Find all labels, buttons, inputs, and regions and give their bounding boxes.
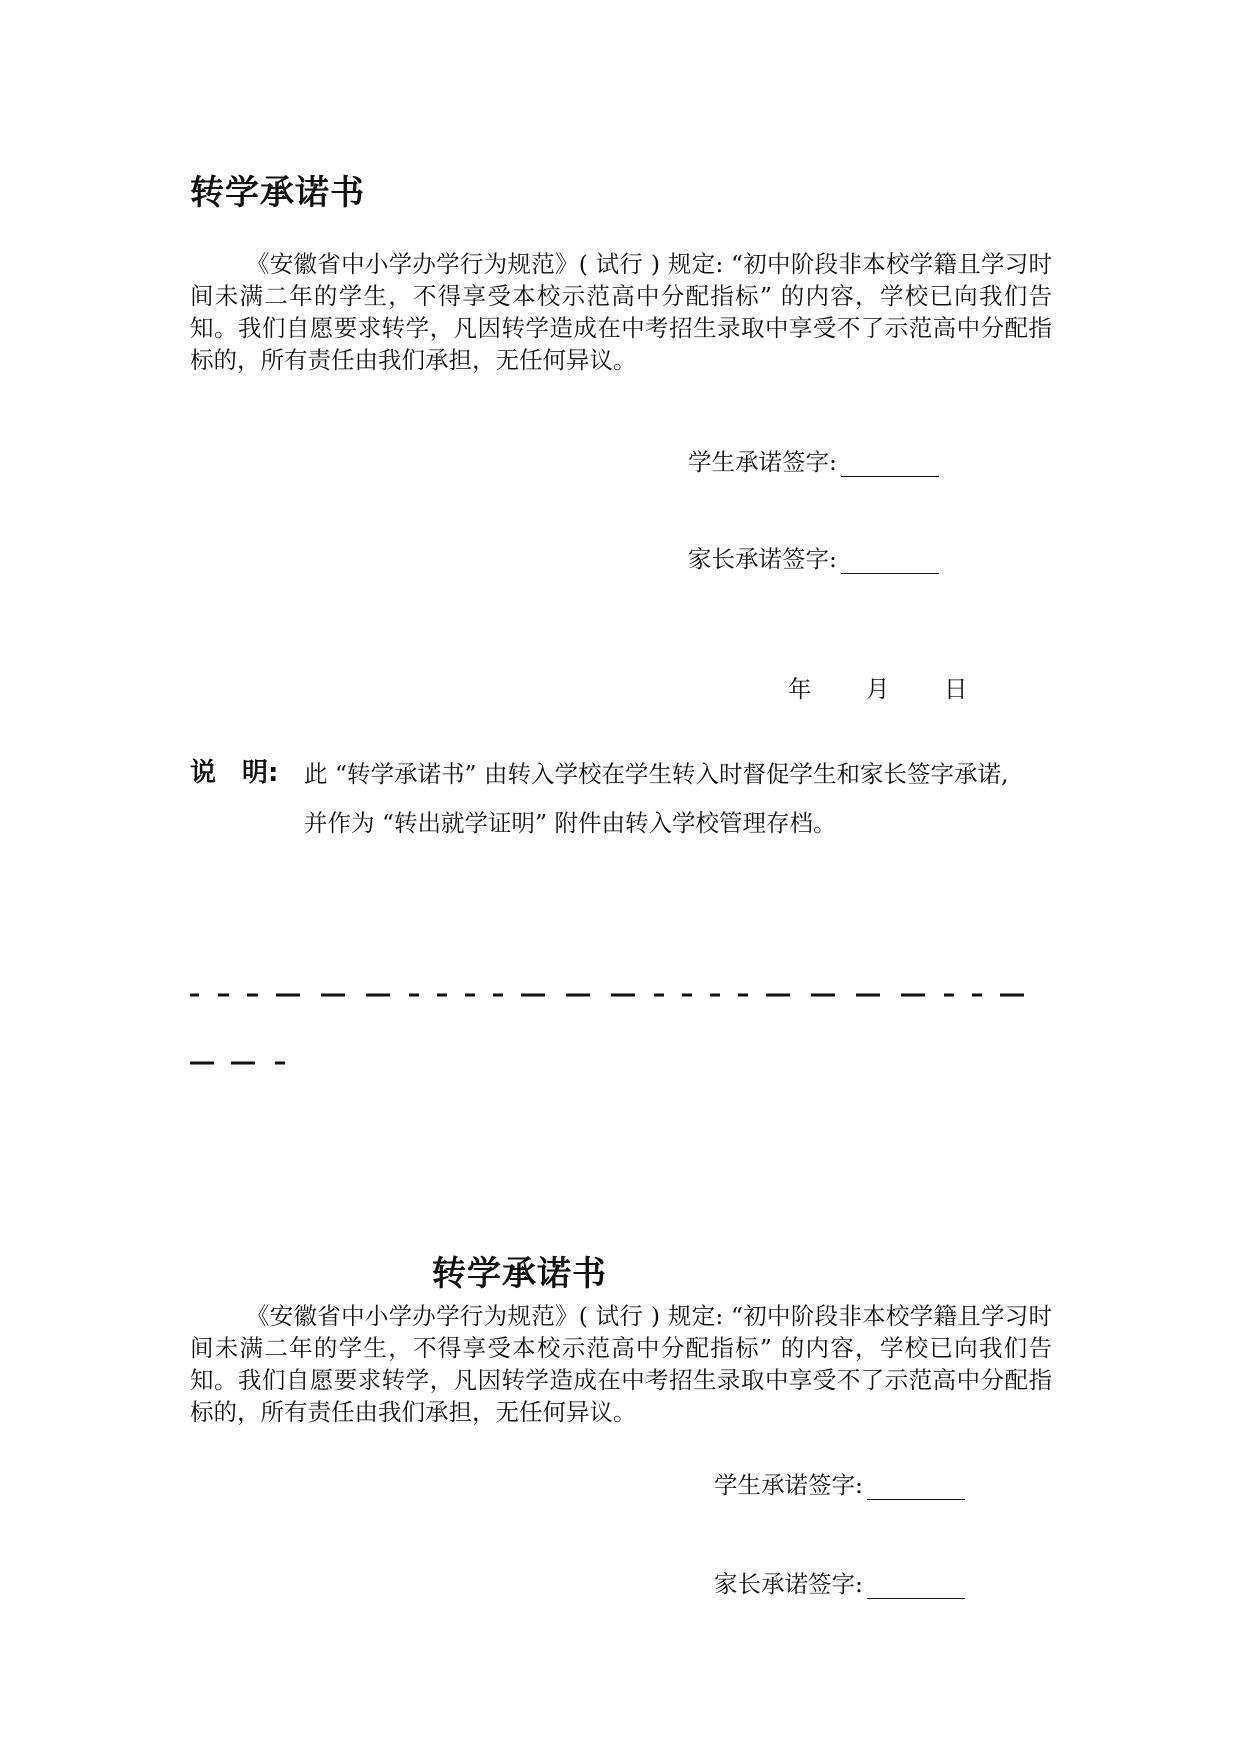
commitment-paragraph: 《安徽省中小学办学行为规范》( 试行 ) 规定: “初中阶段非本校学籍且学习时间未满二年的学生，不得享受本校示范高中分配指标” 的内容，学校已向我们告知。我们自愿要求转学，凡因转学造成在中考招生录取中享受不了示范高中分配指标的，所有责任由我们承担，无任何异议。 [190,250,1052,374]
page-title: 转学承诺书 [190,173,365,213]
student-signature-line[interactable] [841,452,939,477]
cut-line-row-1 [190,992,1060,998]
date-day-label: 日 [944,675,968,703]
commitment-paragraph-2: 《安徽省中小学办学行为规范》( 试行 ) 规定: “初中阶段非本校学籍且学习时间未满二年的学生，不得享受本校示范高中分配指标” 的内容，学校已向我们告知。我们自愿要求转学，凡因转学造成在中考招生录取中享受不了示范高中分配指标的，所有责任由我们承担，无任何异议。 [190,1302,1052,1426]
student-signature-label-2: 学生承诺签字: [714,1471,863,1499]
cut-line-row-2 [190,1060,1060,1066]
parent-signature-row-2 [714,1565,965,1599]
parent-signature-label-2: 家长承诺签字: [714,1570,863,1598]
note-label: 说 明: [190,758,279,788]
note-text-line-1: 此 “转学承诺书” 由转入学校在学生转入时督促学生和家长签字承诺, [304,760,1009,788]
parent-signature-line-2[interactable] [867,1574,965,1599]
parent-signature-line[interactable] [841,549,939,574]
student-signature-row-2 [714,1466,965,1500]
date-month-label: 月 [866,675,890,703]
date-row [788,670,968,704]
date-year-label: 年 [788,675,812,703]
student-signature-row [688,443,939,477]
parent-signature-row [688,540,939,574]
parent-signature-label: 家长承诺签字: [688,545,837,573]
note-text-line-2: 并作为 “转出就学证明” 附件由转入学校管理存档。 [304,809,837,837]
student-signature-line-2[interactable] [867,1475,965,1500]
student-signature-label: 学生承诺签字: [688,448,837,476]
page-title-2: 转学承诺书 [432,1254,607,1294]
